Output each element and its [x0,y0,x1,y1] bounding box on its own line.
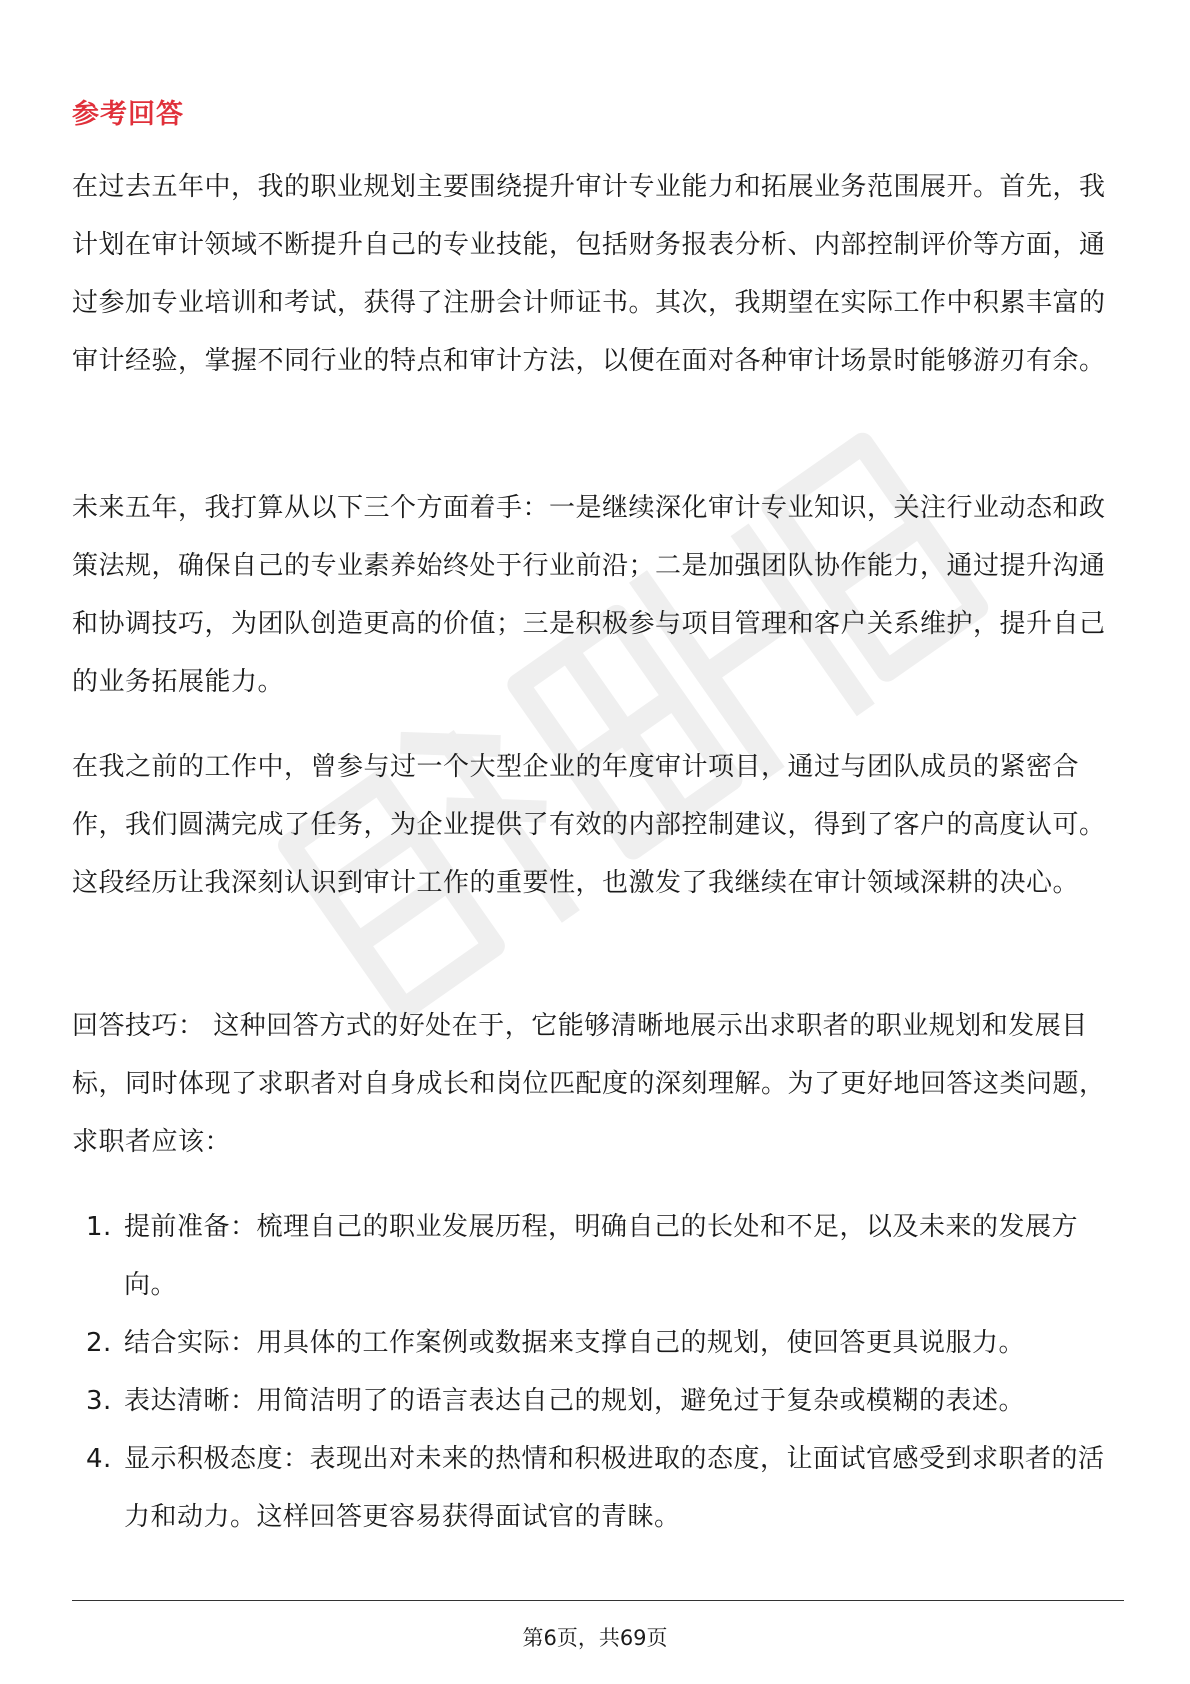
section-title: 参考回答 [72,99,184,130]
list-item-text: 表达清晰：用简洁明了的语言表达自己的规划，避免过于复杂或模糊的表述。 [124,1386,1026,1416]
list-item [72,1430,1122,1546]
tips-list [72,1198,1122,1546]
answer-paragraph-3: 在我之前的工作中，曾参与过一个大型企业的年度审计项目，通过与团队成员的紧密合作，我们圆满完成了任务，为企业提供了有效的内部控制建议，得到了客户的高度认可。这段经历让我深刻认识到审计工作的重要性，也激发了我继续在审计领域深耕的决心。 [72,752,1106,898]
list-item [72,1314,1122,1372]
answer-paragraph-1: 在过去五年中，我的职业规划主要围绕提升审计专业能力和拓展业务范围展开。首先，我计划在审计领域不断提升自己的专业技能，包括财务报表分析、内部控制评价等方面，通过参加专业培训和考试，获得了注册会计师证书。其次，我期望在实际工作中积累丰富的审计经验，掌握不同行业的特点和审计方法，以便在面对各种审计场景时能够游刃有余。 [72,172,1106,376]
list-item-text: 结合实际：用具体的工作案例或数据来支撑自己的规划，使回答更具说服力。 [124,1328,1026,1358]
list-item-text: 显示积极态度：表现出对未来的热情和积极进取的态度，让面试官感受到求职者的活力和动力。这样回答更容易获得面试官的青睐。 [124,1444,1105,1532]
list-item-number: 3. [86,1386,112,1416]
list-item-number: 2. [86,1328,112,1358]
list-item [72,1198,1122,1314]
answer-paragraph-2: 未来五年，我打算从以下三个方面着手：一是继续深化审计专业知识，关注行业动态和政策法规，确保自己的专业素养始终处于行业前沿；二是加强团队协作能力，通过提升沟通和协调技巧，为团队创造更高的价值；三是积极参与项目管理和客户关系维护，提升自己的业务拓展能力。 [72,493,1106,697]
list-item [72,1372,1122,1430]
footer-divider [72,1600,1124,1601]
list-item-number: 4. [86,1444,112,1474]
answer-tips-intro: 回答技巧： 这种回答方式的好处在于，它能够清晰地展示出求职者的职业规划和发展目标，同时体现了求职者对自身成长和岗位匹配度的深刻理解。为了更好地回答这类问题，求职者应该： [72,1011,1106,1157]
page-number: 第6页，共69页 [522,1626,668,1650]
list-item-number: 1. [86,1212,112,1242]
list-item-text: 提前准备：梳理自己的职业发展历程，明确自己的长处和不足，以及未来的发展方向。 [124,1212,1079,1300]
